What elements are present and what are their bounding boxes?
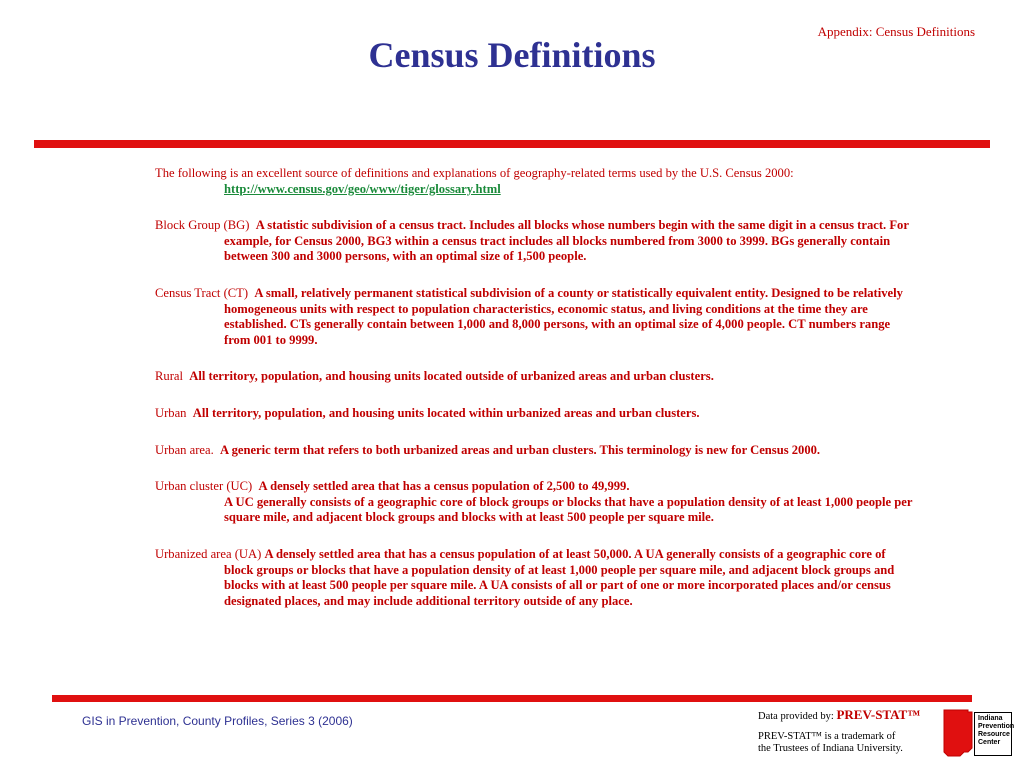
definition-term: Urban area. <box>155 442 214 457</box>
indiana-prevention-logo <box>938 708 1018 758</box>
intro-text: The following is an excellent source of definitions and explanations of geography-related terms used by the U.S. Census 2000: <box>155 166 794 180</box>
definitions-body <box>155 166 915 630</box>
indiana-state-icon <box>938 708 978 758</box>
page-title: Census Definitions <box>368 35 656 75</box>
definition-urban-cluster <box>155 479 915 526</box>
definition-term: Urban <box>155 405 187 420</box>
definition-text: A statistic subdivision of a census tract. Includes all blocks whose numbers begin with the same digit in a census tract. For example, for Census 2000, BG3 within a census tract includes all blocks numbered from 3000 to 3999. BGs generally contain between 300 and 3000 persons, with an optimal size of 1,500 people. <box>224 218 909 264</box>
definition-rural <box>155 369 915 385</box>
definition-term: Urban cluster (UC) <box>155 479 253 494</box>
definition-term: Urbanized area (UA) <box>155 546 262 561</box>
definition-text: A small, relatively permanent statistical subdivision of a county or statistically equivalent entity. Designed to be relatively homogeneous units with respect to population characteristics, economic status, and living conditions at the time they are established. CTs generally contain between 1,000 and 8,000 persons, with an optimal size of 4,000 people. CT numbers range from 001 to 9999. <box>224 285 903 347</box>
series-footer: GIS in Prevention, County Profiles, Series 3 (2006) <box>82 714 353 728</box>
top-divider <box>34 140 990 148</box>
definition-term: Rural <box>155 369 183 384</box>
trademark-line-1: PREV-STAT™ is a trademark of <box>758 731 896 742</box>
definition-text: A densely settled area that has a census population of at least 50,000. A UA generally consists of a geographic core of block groups or blocks that have a population density of at least 1,000 people per square mile, and adjacent block groups and blocks with at least 500 people per square mile. A UA consists of all or part of one or more incorporated places and/or census designated places, and may include additional territory outside of any place. <box>224 546 895 608</box>
bottom-divider <box>52 695 972 702</box>
provided-label: Data provided by: <box>758 711 834 722</box>
appendix-label: Appendix: Census Definitions <box>817 24 975 39</box>
data-provided-line <box>758 709 938 723</box>
definition-urbanized-area <box>155 547 915 609</box>
data-credit <box>758 709 938 755</box>
definition-text-continued: A UC generally consists of a geographic core of block groups or blocks that have a population density of at least 1,000 people per square mile, and adjacent block groups and blocks with at least 500 people per square mile. <box>224 494 913 525</box>
definition-term: Block Group (BG) <box>155 218 250 233</box>
definition-text: A generic term that refers to both urbanized areas and urban clusters. This terminology is new for Census 2000. <box>220 442 821 457</box>
definition-text: All territory, population, and housing units located within urbanized areas and urban clusters. <box>192 405 700 420</box>
definition-text: All territory, population, and housing units located outside of urbanized areas and urban clusters. <box>189 369 714 384</box>
definition-census-tract <box>155 286 915 348</box>
definition-urban-area <box>155 443 915 459</box>
glossary-link[interactable]: http://www.census.gov/geo/www/tiger/glossary.html <box>224 181 501 196</box>
logo-text-box <box>974 712 1015 756</box>
intro-paragraph <box>155 166 915 197</box>
logo-line: Resource <box>978 731 1010 738</box>
logo-line: Center <box>978 739 1001 746</box>
definition-urban <box>155 406 915 422</box>
logo-line: Indiana <box>978 715 1003 722</box>
prev-stat-brand: PREV-STAT™ <box>836 707 921 722</box>
definition-text: A densely settled area that has a census population of 2,500 to 49,999. <box>258 479 630 494</box>
definition-term: Census Tract (CT) <box>155 285 249 300</box>
trademark-line-2: the Trustees of Indiana University. <box>758 743 903 754</box>
logo-line: Prevention <box>978 723 1015 730</box>
definition-block-group <box>155 218 915 265</box>
